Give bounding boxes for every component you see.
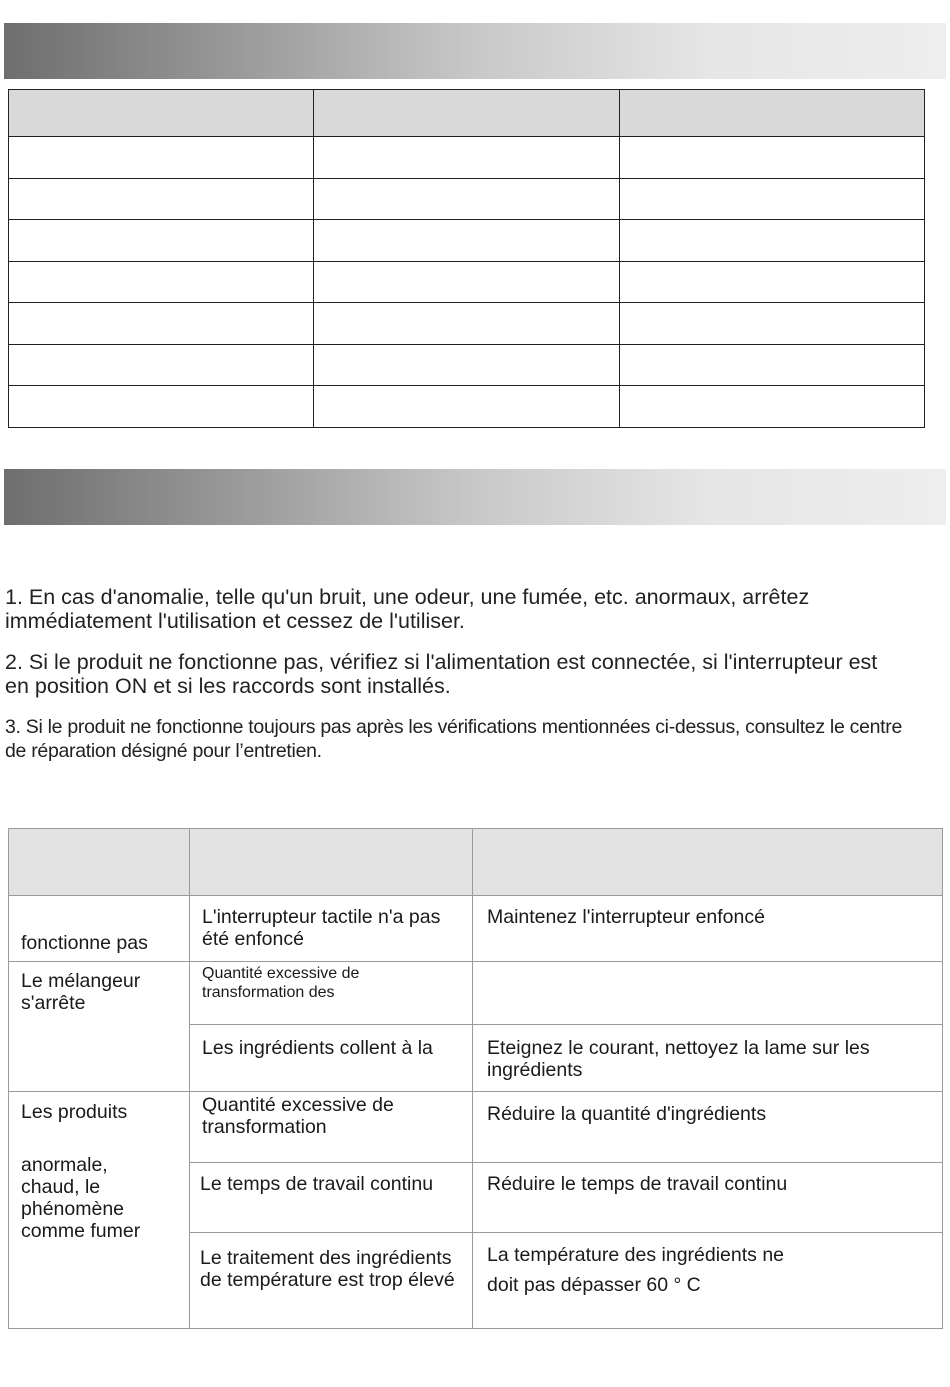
- table-header-row: [9, 829, 943, 896]
- table-cell: [619, 137, 924, 179]
- instruction-text: 2. Si le produit ne fonctionne pas, vérifiez si l'alimentation est connectée, si l'interrupteur est en position ON et si les raccords sont installés.: [5, 650, 878, 698]
- specifications-table: [8, 89, 925, 428]
- solution-text: [473, 962, 942, 971]
- table-cell: [314, 261, 619, 303]
- table-cell: [9, 386, 314, 428]
- cause-cell: [190, 962, 473, 1025]
- table-cell: [619, 220, 924, 262]
- table-cell: [314, 178, 619, 220]
- table-row: [9, 896, 943, 962]
- table-cell: [619, 386, 924, 428]
- troubleshooting-table: [8, 828, 943, 1329]
- problem-text: fonctionne pas: [21, 932, 148, 954]
- cause-cell: [190, 1025, 473, 1092]
- table-cell: [9, 261, 314, 303]
- table-row: [9, 137, 925, 179]
- table-cell: [619, 303, 924, 345]
- table-row: [9, 1092, 943, 1163]
- solution-text: Eteignez le courant, nettoyez la lame sur les ingrédients: [487, 1037, 870, 1081]
- cause-cell: [190, 1233, 473, 1329]
- table-cell: [619, 178, 924, 220]
- table-header-cell: [314, 90, 619, 137]
- table-header-cell: [619, 90, 924, 137]
- problem-cell: [9, 896, 190, 962]
- section-banner-troubleshooting: [4, 469, 946, 525]
- table-header-cell: [9, 829, 190, 896]
- table-row: [9, 261, 925, 303]
- solution-cell: [473, 1025, 943, 1092]
- solution-cell: [473, 1233, 943, 1329]
- solution-cell: [473, 896, 943, 962]
- solution-text: Maintenez l'interrupteur enfoncé: [487, 906, 765, 928]
- spacer: [9, 1123, 189, 1145]
- solution-text: Réduire la quantité d'ingrédients: [487, 1103, 767, 1125]
- table-cell: [314, 386, 619, 428]
- solution-cell: [473, 1092, 943, 1163]
- problem-cell: [9, 962, 190, 1092]
- cause-cell: [190, 896, 473, 962]
- table-cell: [619, 261, 924, 303]
- solution-text: Réduire le temps de travail continu: [487, 1173, 788, 1195]
- table-cell: [314, 303, 619, 345]
- table-row: [9, 344, 925, 386]
- section-banner-specifications: [4, 23, 946, 79]
- cause-text: L'interrupteur tactile n'a pas été enfoncé: [202, 906, 441, 950]
- table-cell: [9, 178, 314, 220]
- cause-cell: [190, 1092, 473, 1163]
- instruction-text: 3. Si le produit ne fonctionne toujours pas après les vérifications mentionnées ci-dessus, consultez le centre de réparation désigné pour l’entretien.: [5, 716, 903, 762]
- table-row: [9, 178, 925, 220]
- problem-text-line1: Les produits: [21, 1101, 128, 1123]
- cause-text: Le traitement des ingrédients de température est trop élevé: [200, 1247, 455, 1291]
- cause-text: Quantité excessive de transformation des: [202, 965, 360, 1001]
- instruction-item-2: [5, 650, 905, 698]
- problem-text: Le mélangeur s'arrête: [21, 970, 141, 1014]
- solution-cell: [473, 962, 943, 1025]
- instruction-item-1: [5, 585, 905, 633]
- table-cell: [314, 137, 619, 179]
- problem-text-line2: anormale, chaud, le phénomène comme fumer: [21, 1154, 141, 1242]
- table-cell: [619, 344, 924, 386]
- table-cell: [9, 220, 314, 262]
- cause-text: Le temps de travail continu: [200, 1173, 434, 1195]
- problem-cell: [9, 1092, 190, 1329]
- table-row: [9, 386, 925, 428]
- table-cell: [314, 344, 619, 386]
- table-cell: [9, 303, 314, 345]
- table-row: [9, 962, 943, 1025]
- solution-text-line2: doit pas dépasser 60 ° C: [487, 1274, 701, 1296]
- cause-cell: [190, 1163, 473, 1233]
- cause-text: Quantité excessive de transformation: [202, 1094, 394, 1138]
- table-cell: [9, 137, 314, 179]
- instruction-item-3: [5, 715, 905, 763]
- solution-text-line1: La température des ingrédients ne: [487, 1244, 785, 1266]
- table-header-cell: [9, 90, 314, 137]
- table-header-cell: [190, 829, 473, 896]
- table-row: [9, 220, 925, 262]
- cause-text: Les ingrédients collent à la: [202, 1037, 433, 1059]
- table-header-row: [9, 90, 925, 137]
- table-row: [9, 303, 925, 345]
- table-cell: [9, 344, 314, 386]
- solution-cell: [473, 1163, 943, 1233]
- table-header-cell: [473, 829, 943, 896]
- table-cell: [314, 220, 619, 262]
- instruction-text: 1. En cas d'anomalie, telle qu'un bruit, une odeur, une fumée, etc. anormaux, arrêtez immédiatement l'utilisation et cessez de l'utiliser.: [5, 585, 810, 633]
